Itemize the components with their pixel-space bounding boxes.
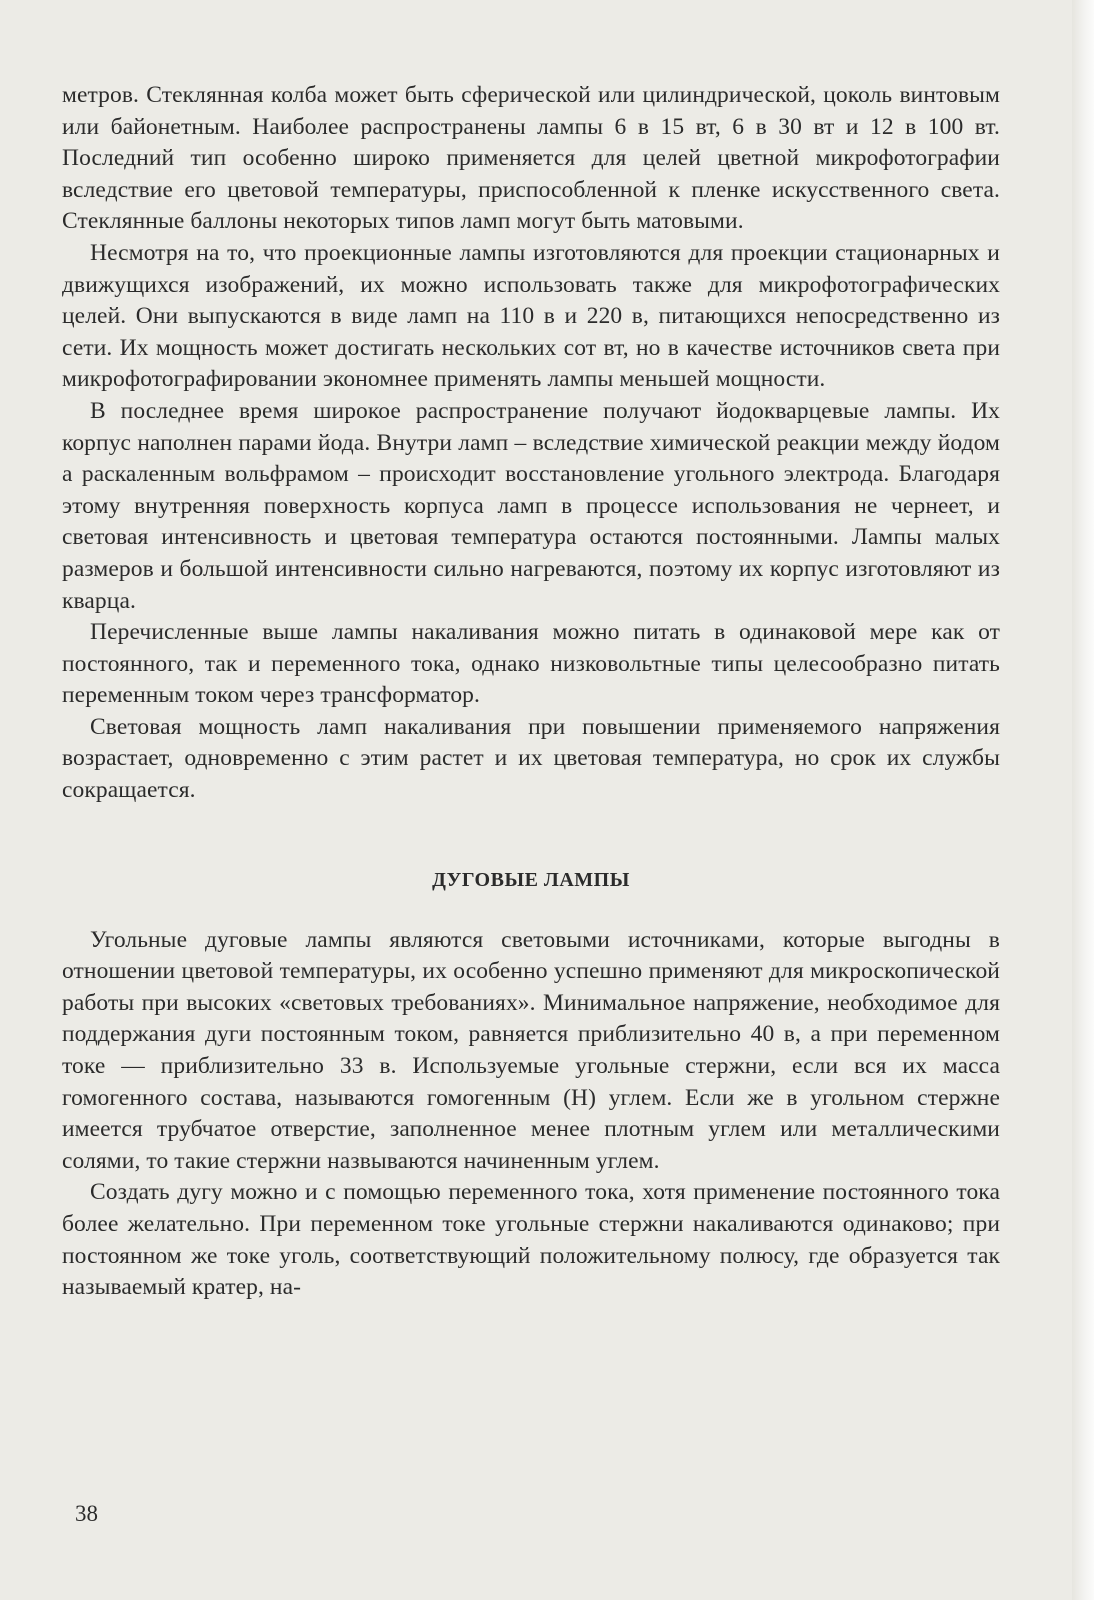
paragraph-light-output: Световая мощность ламп накаливания при повышении применяемого напряжения возрастает, одновременно с этим растет и их цветовая температура, но срок их службы сокращается.	[62, 713, 1000, 804]
book-page-text	[62, 80, 1000, 1304]
paragraph-carbon-arc-lamps: Угольные дуговые лампы являются световыми источниками, которые выгодны в отношении цветовой температуры, их особенно успешно применяют для микроскопической работы при высоких «световых требованиях». Минимальное напряжение, необходимое для поддержания дуги постоянным током, равняется приблизительно 40 в, а при переменном токе — приблизительно 33 в. Используемые угольные стержни, если вся их масса гомогенного состава, называются гомогенным (Н) углем. Если же в угольном стержне имеется трубчатое отверстие, заполненное менее плотным углем или металлическими солями, то такие стержни назвываются начиненным углем.	[62, 926, 1000, 1174]
page-edge	[1072, 0, 1094, 1600]
paragraph-continuation: метров. Стеклянная колба может быть сферической или цилиндрической, цоколь винтовым или байонетным. Наиболее распространены лампы 6 в 15 вт, 6 в 30 вт и 12 в 100 вт. Последний тип особенно широко применяется для целей цветной микрофотографии вследствие его цветовой температуры, приспособленной к пленке искусственного света. Стеклянные баллоны некоторых типов ламп могут быть матовыми.	[62, 82, 1000, 235]
paragraph-iodine-quartz-lamps: В последнее время широкое распространение получают йодокварцевые лампы. Их корпус наполнен парами йода. Внутри ламп – вследствие химической реакции между йодом а раскаленным вольфрамом – происходит восстановление угольного электрода. Благодаря этому внутренняя поверхность корпуса ламп в процессе использования не чернеет, и световая интенсивность и цветовая температура остаются постоянными. Лампы малых размеров и большой интенсивности сильно нагреваются, поэтому их корпус изготовляют из кварца.	[62, 397, 1000, 614]
paragraph-power-supply: Перечисленные выше лампы накаливания можно питать в одинаковой мере как от постоянного, так и переменного тока, однако низковольтные типы целесообразно питать переменным током через трансформатор.	[62, 619, 1000, 709]
paragraph-projection-lamps: Несмотря на то, что проекционные лампы изготовляются для проекции стационарных и движущихся изображений, их можно использовать также для микрофотографических целей. Они выпускаются в виде ламп на 110 в и 220 в, питающихся непосредственно из сети. Их мощность может достигать нескольких сот вт, но в качестве источников света при микрофотографировании экономнее применять лампы меньшей мощности.	[62, 239, 1000, 393]
page-number: 38	[75, 1501, 98, 1526]
paragraph-alternating-current-arc: Создать дугу можно и с помощью переменного тока, хотя применение постоянного тока более желательно. При переменном токе угольные стержни накаливаются одинаково; при постоянном же токе уголь, соответствующий положительному полюсу, где образуется так называемый кратер, на-	[62, 1179, 1000, 1301]
section-heading: ДУГОВЫЕ ЛАМПЫ	[432, 868, 630, 891]
